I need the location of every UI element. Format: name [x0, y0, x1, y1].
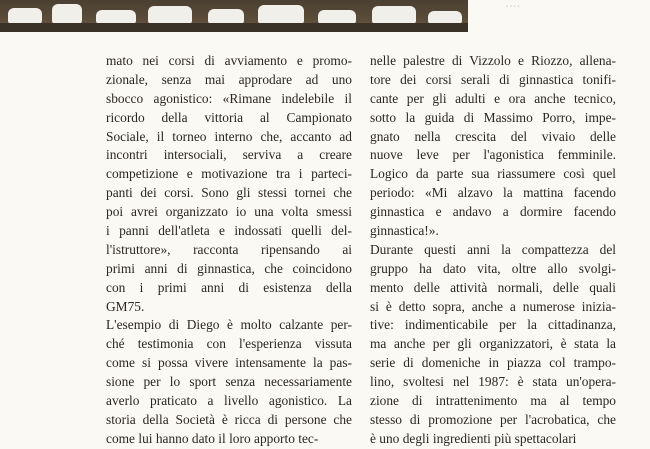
photo-caption-fragment: ....	[505, 0, 521, 10]
photo-figure	[258, 5, 304, 24]
photo-figure	[318, 10, 356, 24]
text-line: zione di intrattenimento ma al tempo	[370, 393, 616, 409]
photo-figure	[52, 4, 82, 24]
text-line: gruppo ha dato vita, oltre allo svolgi-	[370, 260, 616, 276]
text-line: come si possa vivere intensamente la pas-	[106, 355, 352, 371]
text-line: periodo: «Mi alzavo la mattina facendo	[370, 185, 616, 201]
text-line: nuove leve per l'agonistica femminile.	[370, 147, 616, 163]
text-line: si è detto sopra, anche a numerose inizia-	[370, 298, 616, 314]
text-line: ché testimonia con l'esperienza vissuta	[106, 336, 352, 352]
text-line: tore dei corsi serali di ginnastica tonifi-	[370, 71, 616, 87]
text-line: lino, svoltesi nel 1987: è stata un'opera-	[370, 374, 616, 390]
text-line: l'istruttore», racconta ripensando ai	[106, 241, 352, 257]
photo-figure	[208, 9, 244, 24]
photo-figure	[96, 10, 136, 24]
text-line: competizione e motivazione tra i parteci-	[106, 166, 352, 182]
text-line: sotto la guida di Massimo Porro, impe-	[370, 109, 616, 125]
text-line: stesso di promozione per l'acrobatica, che	[370, 411, 616, 427]
photo-figure	[148, 6, 192, 24]
text-line: nelle palestre di Vizzolo e Riozzo, allena-	[370, 53, 616, 68]
right-text-column	[370, 52, 616, 449]
photo-figure	[8, 8, 42, 24]
text-line: cante per gli adulti e ora anche tecnico,	[370, 90, 616, 106]
text-line: serie di domeniche in piazza col trampo-	[370, 355, 616, 371]
text-line: i panni dell'atleta e indossati quelli del-	[106, 223, 352, 239]
text-line: ricordo della vittoria al Campionato	[106, 109, 352, 125]
text-line: ginnastica e andavo a dormire facendo	[370, 204, 616, 220]
text-line: Sociale, il torneo interno che, accanto ad	[106, 128, 352, 144]
text-line: panti dei corsi. Sono gli stessi tornei che	[106, 185, 352, 201]
text-line: storia della Società è ricca di persone che	[106, 411, 352, 427]
photo-floor-mat	[0, 23, 468, 32]
text-line: GM75.	[106, 298, 145, 314]
text-line: L'esempio di Diego è molto calzante per-	[106, 317, 352, 333]
text-line: ginnastica!».	[370, 223, 439, 239]
text-line: poi avrei organizzato io una volta smessi	[106, 204, 352, 220]
text-line: Logico da parte sua riassumere così quel	[370, 166, 616, 182]
text-line: sbocco agonistico: «Rimane indelebile il	[106, 90, 352, 106]
text-line: tive: indimenticabile per la cittadinanza,	[370, 317, 616, 333]
text-line: gnato nella crescita del vivaio delle	[370, 128, 616, 144]
text-line: mento delle attività normali, delle quali	[370, 279, 616, 295]
text-line: averlo praticato a livello agonistico. La	[106, 393, 352, 409]
text-line: è uno degli ingredienti più spettacolari	[370, 430, 577, 446]
gymnasts-photo	[0, 0, 468, 32]
text-line: mato nei corsi di avviamento e promo-	[106, 53, 352, 68]
text-line: Durante questi anni la compattezza del	[370, 241, 616, 257]
text-line: primi anni di ginnastica, che coincidono	[106, 260, 352, 276]
text-line: con i primi anni di esistenza della	[106, 279, 352, 295]
photo-figure	[372, 6, 416, 24]
text-line: zionale, senza mai approdare ad uno	[106, 71, 352, 87]
text-line: sione per lo sport senza necessariamente	[106, 374, 352, 390]
left-text-column	[106, 52, 352, 449]
text-line: ma anche per gli organizzatori, è stata la	[370, 336, 616, 352]
text-line: come lui hanno dato il loro apporto tec-	[106, 430, 319, 446]
text-line: incontri intersociali, serviva a creare	[106, 147, 352, 163]
